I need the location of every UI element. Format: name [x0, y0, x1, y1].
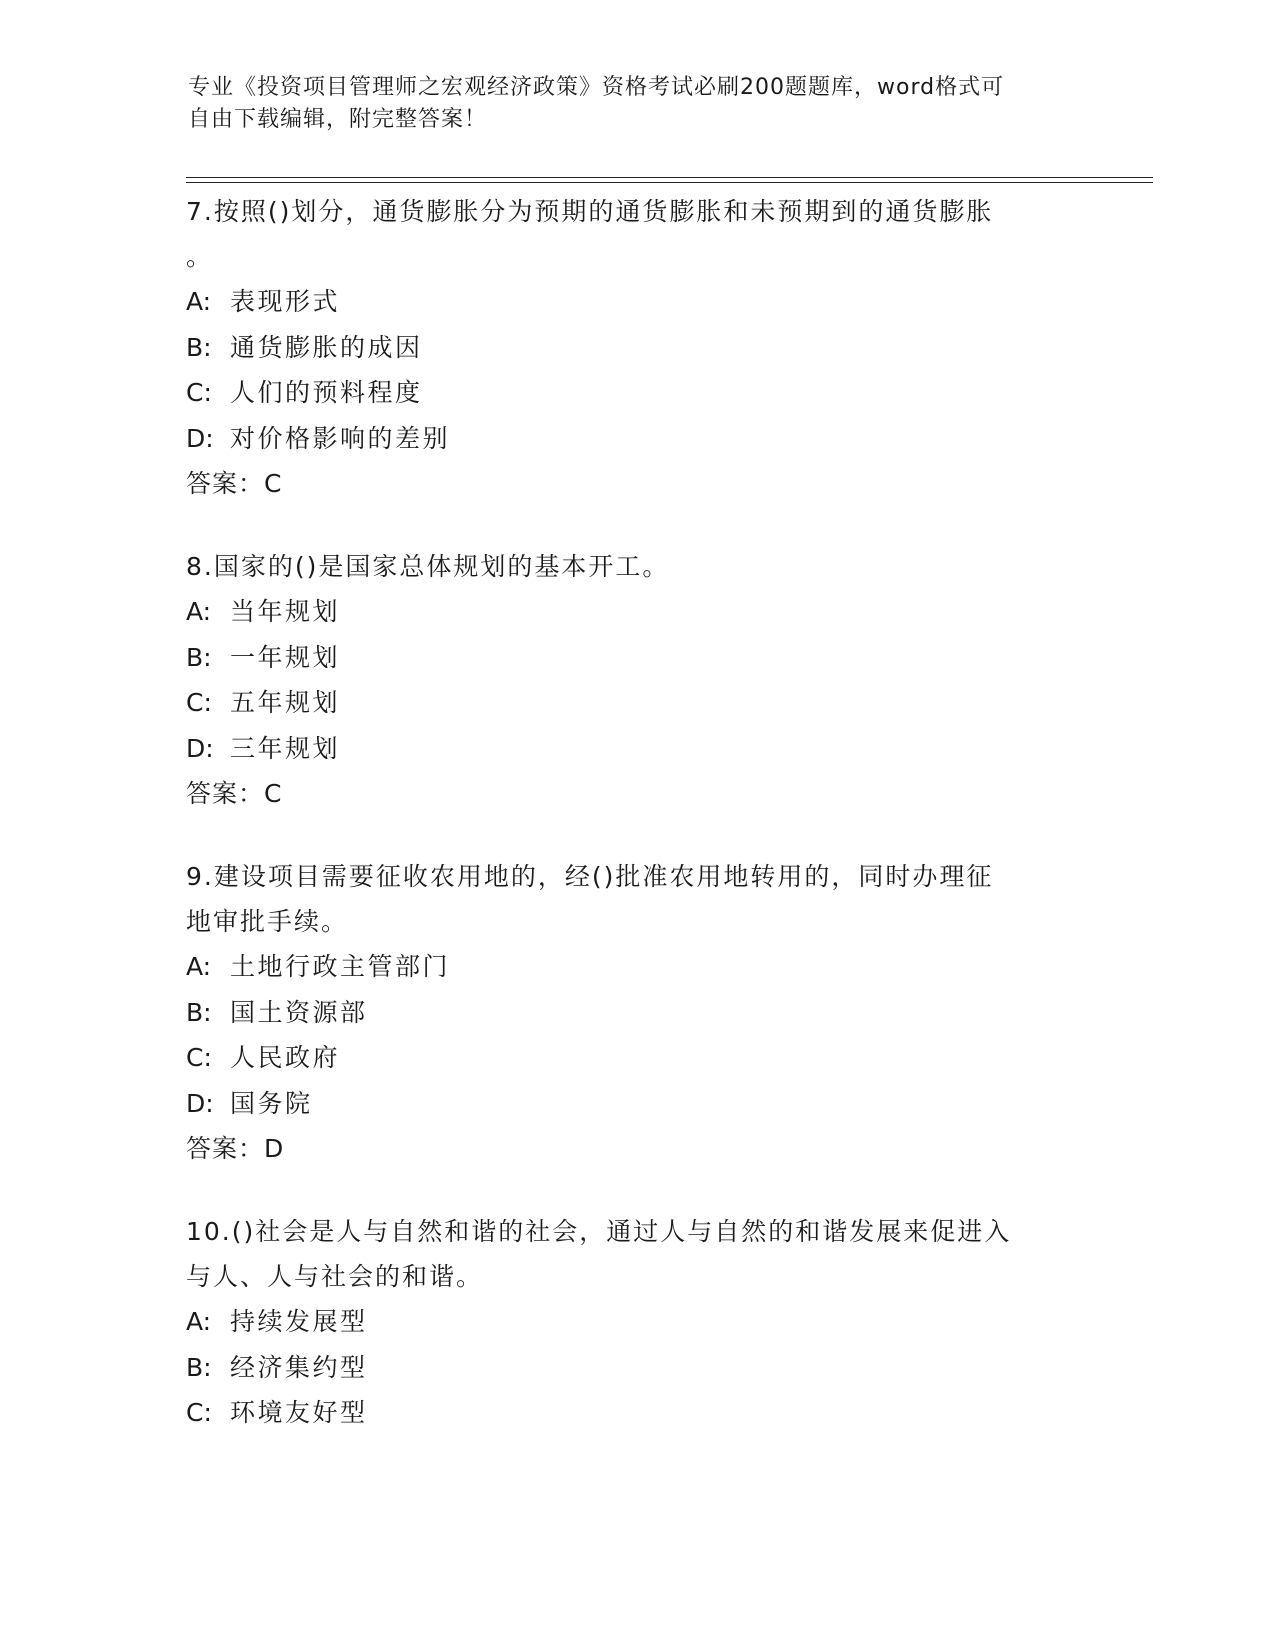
option-b — [186, 990, 1086, 1036]
option-key: D: — [186, 733, 214, 763]
question-8 — [186, 544, 1086, 816]
header-divider-top — [186, 177, 1153, 178]
option-c — [186, 680, 1086, 726]
answer-value: D — [264, 1134, 285, 1163]
option-key: C: — [186, 1398, 212, 1427]
option-text: 国务院 — [230, 1088, 313, 1118]
question-stem: 8.国家的()是国家总体规划的基本开工。 — [186, 552, 670, 581]
option-key: C: — [186, 1043, 212, 1072]
option-key: B: — [186, 642, 212, 672]
answer-label: 答案： — [186, 779, 265, 808]
option-d — [186, 1081, 1086, 1127]
question-stem: 10.()社会是人与自然和谐的社会，通过人与自然的和谐发展来促进入 — [186, 1217, 1012, 1246]
option-c — [186, 370, 1086, 416]
answer-line — [186, 1126, 1086, 1171]
option-key: A: — [186, 287, 212, 316]
document-header — [188, 72, 1068, 136]
option-text: 五年规划 — [230, 688, 341, 717]
option-key: B: — [186, 997, 212, 1027]
option-text: 环境友好型 — [230, 1398, 368, 1427]
answer-line — [186, 461, 1086, 506]
option-c — [186, 1390, 1086, 1436]
option-key: A: — [186, 952, 212, 981]
answer-label: 答案： — [186, 1134, 265, 1163]
option-key: B: — [186, 332, 212, 362]
answer-value: C — [264, 779, 283, 808]
question-7 — [186, 189, 1086, 506]
option-text: 三年规划 — [230, 733, 341, 763]
header-divider-bottom — [186, 182, 1153, 183]
question-stem-continuation: 地审批手续。 — [186, 907, 349, 936]
option-key: B: — [186, 1352, 212, 1382]
option-key: D: — [186, 1088, 214, 1118]
option-text: 人们的预料程度 — [230, 378, 423, 407]
answer-line — [186, 771, 1086, 816]
answer-label: 答案： — [186, 469, 265, 498]
option-key: A: — [186, 597, 212, 626]
option-c — [186, 1035, 1086, 1081]
option-b — [186, 635, 1086, 681]
option-text: 土地行政主管部门 — [230, 952, 451, 981]
question-stem-continuation: 与人、人与社会的和谐。 — [186, 1262, 484, 1291]
option-text: 当年规划 — [230, 597, 341, 626]
option-text: 一年规划 — [230, 642, 341, 672]
option-text: 国土资源部 — [230, 997, 368, 1027]
option-key: A: — [186, 1307, 212, 1336]
option-a — [186, 279, 1086, 325]
option-b — [186, 325, 1086, 371]
question-10 — [186, 1209, 1086, 1436]
answer-value: C — [264, 469, 283, 498]
option-text: 经济集约型 — [230, 1352, 368, 1382]
option-text: 人民政府 — [230, 1043, 341, 1072]
question-9 — [186, 854, 1086, 1171]
option-text: 持续发展型 — [230, 1307, 368, 1336]
header-title-line-1: 专业《投资项目管理师之宏观经济政策》资格考试必刷200题题库，word格式可 — [188, 75, 1005, 100]
option-b — [186, 1345, 1086, 1391]
header-title-line-2: 自由下载编辑，附完整答案！ — [188, 107, 488, 132]
option-text: 对价格影响的差别 — [230, 423, 451, 453]
option-a — [186, 1299, 1086, 1345]
question-stem: 7.按照()划分，通货膨胀分为预期的通货膨胀和未预期到的通货膨胀 — [186, 197, 994, 226]
option-key: D: — [186, 423, 214, 453]
option-key: C: — [186, 688, 212, 717]
option-a — [186, 944, 1086, 990]
question-stem: 9.建设项目需要征收农用地的，经()批准农用地转用的，同时办理征 — [186, 862, 994, 891]
option-a — [186, 589, 1086, 635]
option-text: 表现形式 — [230, 287, 341, 316]
option-text: 通货膨胀的成因 — [230, 332, 423, 362]
question-list — [186, 189, 1086, 1474]
option-d — [186, 726, 1086, 772]
option-key: C: — [186, 378, 212, 407]
option-d — [186, 416, 1086, 462]
question-stem-continuation: 。 — [186, 242, 214, 271]
